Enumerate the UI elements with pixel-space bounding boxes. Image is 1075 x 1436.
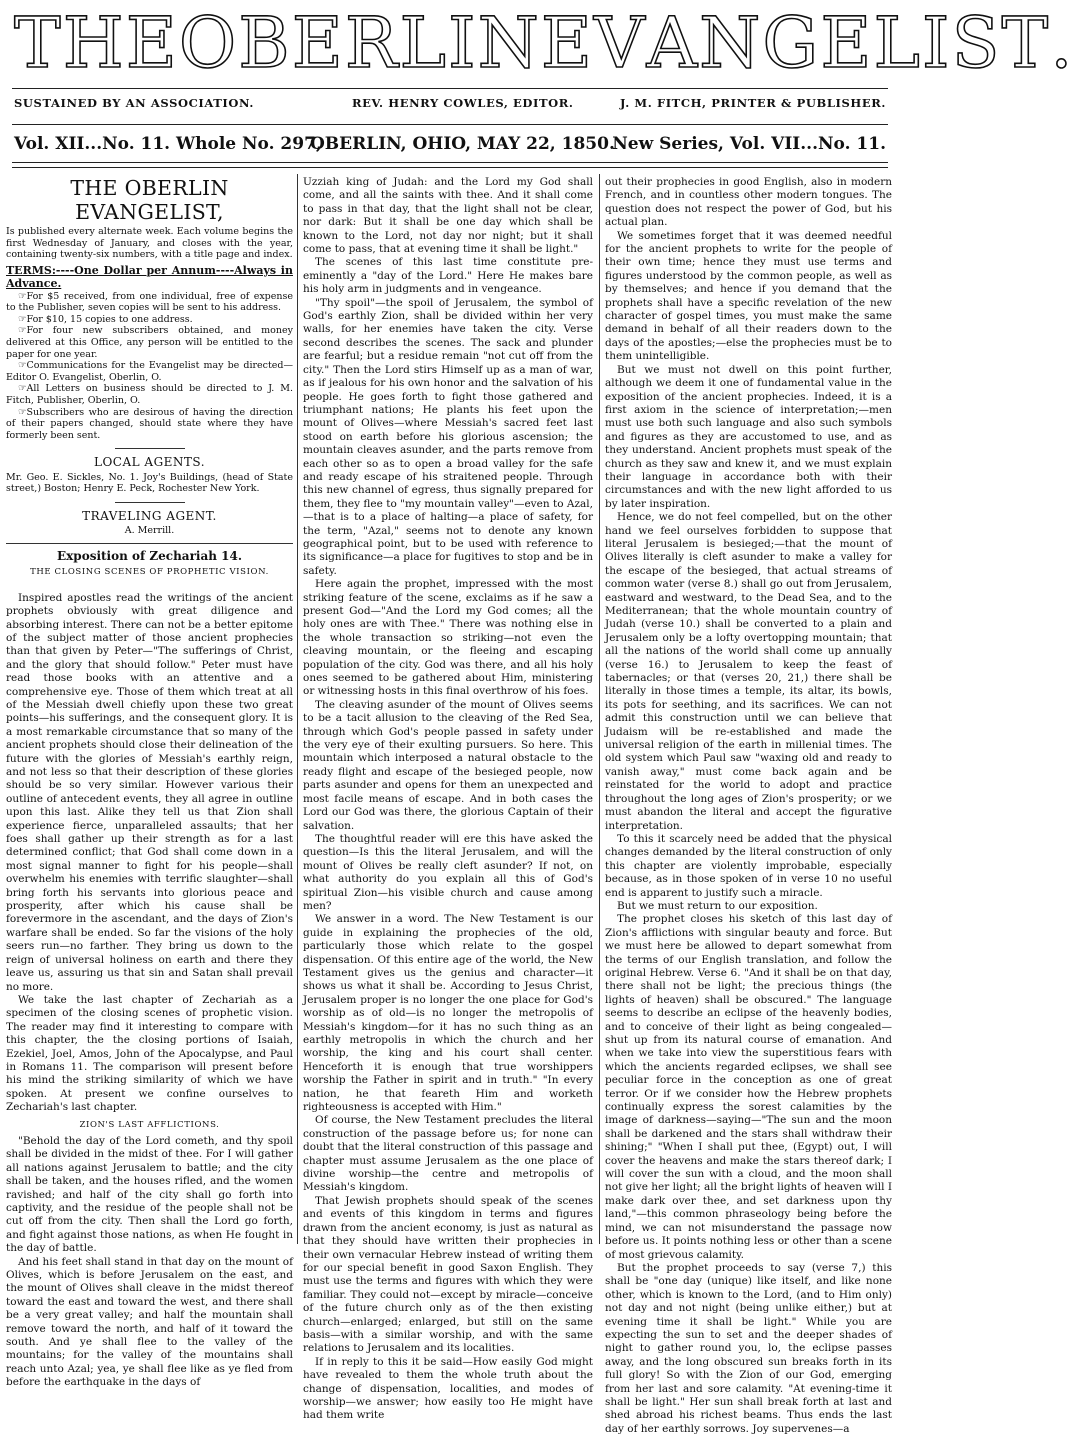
article-paragraph: And his feet shall stand in that day on the mount of Olives, which is before Jerusalem on the east, and the mount of Olives shall cleave in the midst thereof toward the east and toward the west, and there shall be a very great valley; and half the mountain shall remove toward the north, and half of it toward the south. And ye shall flee to the valley of the mountains; for the valley of the mountains shall reach unto Azal; yea, ye shall flee like as ye fled from before the earthquake in the days of	[6, 1255, 293, 1389]
masthead-letter: N	[699, 2, 763, 84]
column-1	[6, 176, 293, 1389]
article-paragraph: But we must return to our exposition.	[617, 899, 818, 912]
masthead-letter: L	[399, 2, 449, 84]
publisher-text: J. M. FITCH, PRINTER & PUBLISHER.	[620, 96, 886, 110]
article-paragraph: Of course, the New Testament precludes the literal construction of the passage before us; for none can doubt that the literal construction of this passage and chapter must assume Jerusalem as the one place of divine worship—the centre and metropolis of Messiah's kingdom.	[303, 1114, 593, 1194]
series-number: New Series, Vol. VII...No. 11.	[612, 134, 886, 154]
masthead-letter: T	[1001, 2, 1051, 84]
masthead-letter: I	[921, 2, 952, 84]
editor-text: REV. HENRY COWLES, EDITOR.	[352, 96, 574, 110]
masthead-letter: .	[1050, 2, 1075, 84]
masthead-letter: I	[448, 2, 478, 84]
article-paragraph: The prophet closes his sketch of this last day of Zion's afflictions with singular beauty and force. But we must here be allowed to depart somewhat from the terms of our English translation, and follow the original Hebrew. Verse 6. "And it shall be on that day, there shall not be light; the precious things (the lights of heaven) shall be obscured." The language seems to describe an eclipse of the heavenly bodies, and to conceive of their light as being congealed—shut up from its natural course of emanation. And when we take into view the superstitious fears with which the ancients regarded eclipses, we shall see peculiar force in the conception as one of great terror. Or if we consider how the Hebrew prophets continually express the sorest calamities by the image of darkness—saying—"The sun and the moon shall be darkened and the stars shall withdraw their shining;" "When I shall put thee, (Egypt) out, I will cover the heavens and make the stars thereof dark; I will cover the sun with a cloud, and the moon shall not give her light; all the bright lights of heaven will I make dark over thee, and set darkness upon thy land,"—this common phraseology being before the mind, we can not misunderstand the passage now before us. It points nothing less or other than a scene of most grievous calamity.	[605, 913, 892, 1261]
masthead-letter: R	[344, 2, 400, 84]
terms-item: ☞Communications for the Evangelist may be directed—Editor O. Evangelist, Oberlin, O.	[6, 360, 293, 383]
masthead-letter: O	[178, 2, 239, 84]
article-paragraph: out their prophecies in good English, also in modern French, and in countless other modern tongues. The question does not respect the power of God, but his actual plan.	[605, 176, 892, 229]
terms-item: ☞For $5 received, from one individual, free of expense to the Publisher, seven copies will be sent to his address.	[6, 290, 293, 314]
masthead-letter: E	[125, 2, 179, 84]
article-paragraph: We answer in a word. The New Testament is our guide in explaining the prophecies of the old, particularly those which relate to the gospel dispensation. Of this entire age of the world, the New Testament gives us the genius and character—it shows us what it shall be. According to Jesus Christ, Jerusalem proper is no longer the one place for God's worship as of old—is no longer the metropolis of Messiah's kingdom—for it has no such thing as an earthly metropolis in which the church and her worship, the king and his court shall center. Henceforth it is enough that true worshippers worship the Father in spirit and in truth." "In every nation, he that feareth Him and worketh righteousness is accepted with Him."	[303, 913, 593, 1114]
volume-number: Vol. XII...No. 11. Whole No. 297,	[14, 134, 322, 154]
article-paragraph: That Jewish prophets should speak of the scenes and events of this kingdom in terms and figures drawn from the ancient economy, is just as natural as that they should have written their prophecies in their own vernacular Hebrew instead of writing them for our special benefit in good Saxon English. They must use the terms and figures with which they were familiar. They could not—except by miracle—conceive of the future church only as of the then existing church—enlarged; enlarged, but still on the same basis—with a similar worship, and with the same relations to Jerusalem and its localities.	[303, 1194, 593, 1355]
article-paragraph: But we must not dwell on this point further, although we deem it one of fundamental value in the exposition of the ancient prophecies. Indeed, it is a first axiom in the science of interpretation;—men must use both such language and also such symbols and figures as they are accustomed to use, and as they understand. Ancient prophets must speak of the church as they saw and knew it, and we must explain their language in accordance both with their circumstances and with the new light afforded to us by later inspiration.	[605, 363, 892, 510]
article-paragraph: "Thy spoil"—the spoil of Jerusalem, the symbol of God's earthly Zion, shall be divided within her very walls, for her enemies have taken the city. Verse second describes the scenes. The sack and plunder are fearful; but a residue remain "not cut off from the city." Then the Lord stirs Himself up as a man of war, as if jealous for his own honor and the salvation of his people. He goes forth to fight those gathered and triumphant nations; He plants his feet upon the mount of Olives—where Messiah's sacred feet last stood on earth before his glorious ascension; the mountain cleaves asunder, and the parts remove from each other so as to open a broad valley for the safe and ready escape of his straitened people. Through this new channel of egress, thus signally prepared for them, they flee to "my mountain valley"—even to Azal,—that is to a place of halting—a place of safety, for the term, "Azal," seems not to denote any known geographical point, but to be used with reference to its significance—a place for fugitives to stop and be in safety.	[303, 296, 593, 577]
column-2	[303, 176, 593, 1422]
terms-item: ☞For $10, 15 copies to one address.	[18, 313, 193, 325]
traveling-agent-heading: TRAVELING AGENT.	[82, 508, 217, 523]
publication-info: Is published every alternate week. Each volume begins the first Wednesday of January, and closes with the year, containing twenty-six numbers, with a title page and index.	[6, 226, 293, 261]
local-agents-heading: LOCAL AGENTS.	[93, 455, 206, 470]
article-paragraph: We sometimes forget that it was deemed needful for the ancient prophets to write for the people of their own time; hence they must use terms and figures understood by the common people, as well as by themselves; and hence if you demand that the prophets shall have a specific revelation of the new character of gospel times, you must make the same demand in behalf of all their readers down to the days of the apostles;—else the prophecies must be to them unintelligible.	[605, 229, 892, 363]
article-paragraph: But the prophet proceeds to say (verse 7,) this shall be "one day (unique) like itself, and like none other, which is known to the Lord, (and to Him only) not day and not night (being unlike either,) but at evening time it shall be light." While you are expecting the sun to set and the deeper shades of night to gather round you, lo, the eclipse passes away, and the long obscured sun breaks forth in its full glory! So with the Zion of our God, emerging from her last and sore calamity. "At evening-time it shall be light." Her sun shall break forth at last and shed abroad his richest beams. Thus ends the last day of her earthly sorrows. Joy supervenes—a	[605, 1261, 892, 1435]
masthead-letter: E	[291, 2, 345, 84]
masthead-letter: G	[762, 2, 821, 84]
terms-item: ☞For four new subscribers obtained, and money delivered at this Office, any person will be entitled to the paper for one year.	[6, 325, 293, 360]
terms-item: ☞Subscribers who are desirous of having the direction of their papers changed, should state where they have formerly been sent.	[6, 406, 293, 441]
local-agents-text: Mr. Geo. E. Sickles, No. 1. Joy's Buildings, (head of State street,) Boston; Henry E. Peck, Rochester New York.	[6, 471, 293, 495]
article-paragraph: If in reply to this it be said—How easily God might have revealed to them the whole truth about the change of dispensation, localities, and modes of worship—we answer; how easily too He might have had them write	[303, 1355, 593, 1422]
article-paragraph: Uzziah king of Judah: and the Lord my God shall come, and all the saints with thee. And it shall come to pass in that day, that the light shall not be clear, nor dark: But it shall be one day which shall be known to the Lord, not day nor night; but it shall come to pass, that at evening time it shall be light."	[303, 176, 593, 256]
article-subtitle: THE CLOSING SCENES OF PROPHETIC VISION.	[30, 567, 269, 578]
traveling-agent-name: A. Merrill.	[124, 525, 175, 537]
article-paragraph: We take the last chapter of Zechariah as a specimen of the closing scenes of prophetic vision. The reader may find it interesting to compare with this chapter, the the closing portions of Isaiah, Ezekiel, Joel, Amos, John of the Apocalypse, and Paul in Romans 11. The comparison will present before his mind the striking similarity of which we have spoken. At present we confine ourselves to Zechariah's last chapter.	[6, 993, 293, 1114]
article-paragraph: To this it scarcely need be added that the physical changes demanded by the literal construction of only this chapter are violently improbable, especially because, as in those spoken of in verse 10 no useful end is apparent to justify such a miracle.	[605, 832, 892, 899]
column-divider	[297, 174, 298, 1244]
article-paragraph: Hence, we do not feel compelled, but on the other hand we feel ourselves forbidden to suppose that literal Jerusalem is besieged;—that the mount of Olives literally is cleft asunder to make a valley for the escape of the besieged, that actual streams of common water (verse 8.) shall go out from Jerusalem, eastward and westward, to the Dead Sea, and to the Mediterranean; that the whole mountain country of Judah (verse 10.) shall be converted to a plain and Jerusalem only be a lofty overtopping mountain; that all the nations of the world shall come up annually (verse 16.) to Jerusalem to keep the feast of tabernacles; or that (verses 20, 21,) there shall be literally in those times a temple, its altar, its bowls, its pots for seething, and its sacrifices. We can not admit this construction until we can believe that Judaism will be re-established and made the universal religion of the earth in millenial times. The old system which Paul saw "waxing old and ready to vanish away," must come back again and be reinstated for the world to adopt and practice throughout the long ages of Zion's prosperity; or we must abandon the literal and accept the figurative interpretation.	[605, 511, 892, 832]
terms-heading: TERMS:----One Dollar per Annum----Always in Advance.	[6, 263, 293, 291]
section-divider	[115, 502, 185, 503]
masthead-letter: L	[873, 2, 922, 84]
section-heading: ZION'S LAST AFFLICTIONS.	[79, 1119, 220, 1130]
article-paragraph: The scenes of this last time constitute pre-eminently a "day of the Lord." Here He makes bare his holy arm in judgments and in vengeance.	[303, 256, 593, 296]
association-text: SUSTAINED BY AN ASSOCIATION.	[14, 96, 254, 110]
dateline: OBERLIN, OHIO, MAY 22, 1850.	[310, 134, 615, 154]
section-divider	[115, 448, 185, 449]
article-paragraph: Inspired apostles read the writings of the ancient prophets obviously with great diligence and absorbing interest. There can not be a better epitome of the subject matter of those ancient prophecies than that given by Peter—"The sufferings of Christ, and the glory that should follow." Peter must have read those books with an attentive and a comprehensive eye. Those of them which treat at all of the Messiah dwell chiefly upon these two great points—his sufferings, and the consequent glory. It is a most remarkable circumstance that so many of the ancient prophets should close their delineation of the future with the glories of Messiah's earthly reign, and not less so that their description of these glories should be so very similar. However various their outline of antecedent events, they all agree in outline upon this last. Alike they tell us that Zion shall experience fierce, unparalleled assaults; that her foes shall gather up their strength as for a last determined conflict; that God shall come down in a most signal manner to fight for his people—shall overwhelm his enemies with terrific slaughter—shall bring forth his servants into glorious peace and prosperity, after which his cause shall be forevermore in the ascendant, and the days of Zion's warfare shall be ended. So far the visions of the holy seers run—no farther. They bring us down to the reign of universal holiness on earth and there they leave us, assuring us that sin and Satan shall prevail no more.	[6, 591, 293, 993]
masthead-letter: H	[62, 2, 126, 84]
header-rule-lower	[12, 167, 888, 168]
article-title: Exposition of Zechariah 14.	[57, 548, 242, 563]
masthead-letter: S	[951, 2, 1002, 84]
masthead-letter: E	[540, 2, 595, 84]
masthead-letter: B	[238, 2, 292, 84]
paper-title: THE OBERLIN EVANGELIST,	[70, 176, 229, 224]
article-paragraph: The thoughtful reader will ere this have asked the question—Is this the literal Jerusalem, and will the mount of Olives be really cleft asunder? If not, on what authority do you explain all this of God's spiritual Zion—his visible church and cause among men?	[303, 832, 593, 912]
masthead-letter: E	[820, 2, 874, 84]
masthead-letter: V	[594, 2, 647, 84]
masthead	[14, 2, 1075, 84]
masthead-letter: N	[477, 2, 541, 84]
article-paragraph: "Behold the day of the Lord cometh, and thy spoil shall be divided in the midst of thee. For I will gather all nations against Jerusalem to battle; and the city shall be taken, and the houses rifled, and the women ravished; and half of the city shall go forth into captivity, and the residue of the people shall not be cut off from the city. Then shall the Lord go forth, and fight against those nations, as when He fought in the day of battle.	[6, 1134, 293, 1255]
column-divider	[599, 174, 600, 1244]
section-divider	[6, 543, 293, 544]
article-paragraph: The cleaving asunder of the mount of Olives seems to be a tacit allusion to the cleaving of the Red Sea, through which God's people passed in safety under the very eye of their exulting pursuers. So here. This mountain which interposed a natural obstacle to the ready flight and escape of the besieged people, now parts asunder and opens for them an unexpected and most facile means of escape. And in both cases the Lord our God was there, the glorious Captain of their salvation.	[303, 698, 593, 832]
masthead-letter: A	[646, 2, 700, 84]
masthead-letter: T	[14, 2, 63, 84]
masthead-rule	[12, 88, 888, 89]
subhead-rule	[12, 124, 888, 125]
column-3	[605, 176, 892, 1435]
terms-item: ☞All Letters on business should be directed to J. M. Fitch, Publisher, Oberlin, O.	[6, 383, 293, 406]
header-rule-upper	[12, 162, 888, 163]
article-paragraph: Here again the prophet, impressed with the most striking feature of the scene, exclaims as if he saw a present God—"And the Lord my God comes; all the holy ones are with Thee." There was nothing else in the whole transaction so striking—not even the cleaving mountain, or the fleeing and escaping population of the city. God was there, and all his holy ones seemed to be gathered about Him, ministering or witnessing hosts in this final overthrow of his foes.	[303, 578, 593, 698]
